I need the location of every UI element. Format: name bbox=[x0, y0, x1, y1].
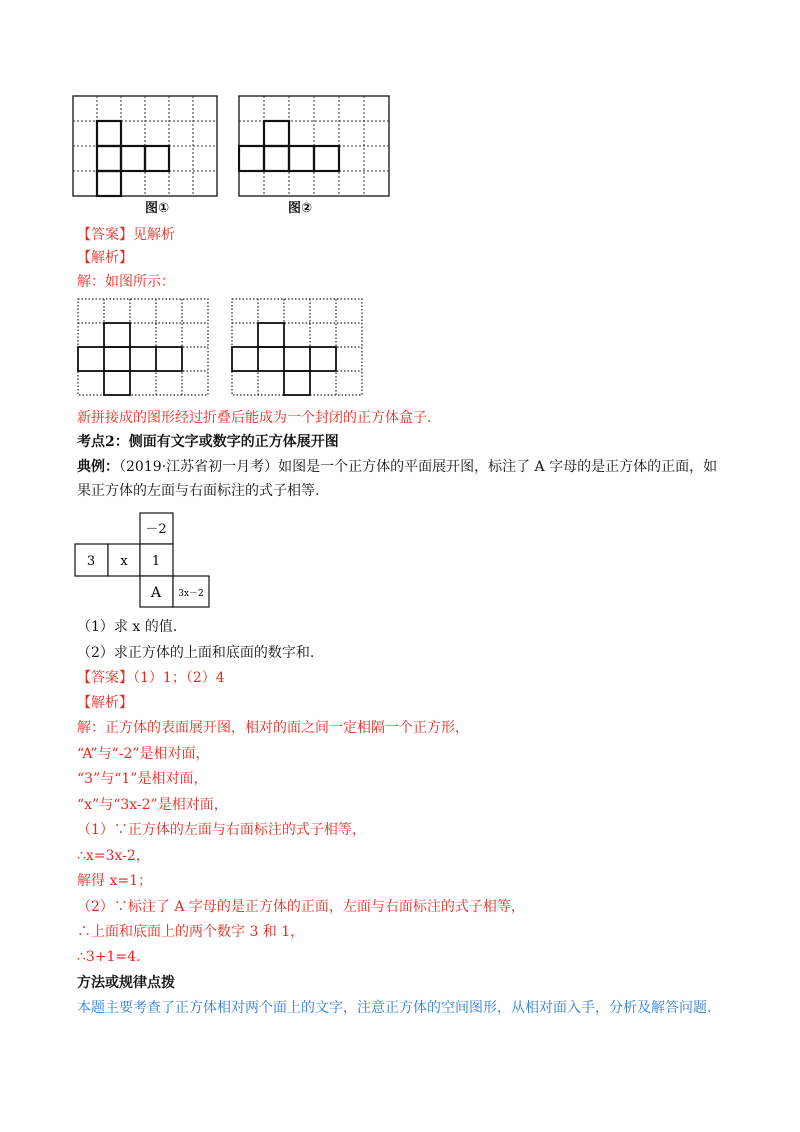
analysis-2-line: ∴x=3x-2， bbox=[77, 848, 150, 864]
analysis-2-line: 解得 x=1； bbox=[77, 873, 152, 889]
example-line-1: （2019·江苏省初一月考）如图是一个正方体的平面展开图，标注了 A 字母的是正方体的正面，如 bbox=[119, 459, 718, 475]
net-front-value: A bbox=[150, 585, 162, 601]
example-line-2: 果正方体的左面与右面标注的式子相等. bbox=[77, 483, 320, 499]
net-center-value: 1 bbox=[151, 554, 161, 569]
answer-1-label: 【答案】 bbox=[77, 227, 133, 243]
analysis-2-line: “3”与“1”是相对面， bbox=[77, 771, 208, 787]
method-title: 方法或规律点拨 bbox=[77, 975, 175, 991]
net-top-value: －2 bbox=[145, 522, 167, 537]
analysis-2-line: 解：正方体的表面展开图，相对的面之间一定相隔一个正方形， bbox=[77, 720, 469, 736]
analysis-1-conclusion: 新拼接成的图形经过折叠后能成为一个封闭的正方体盒子. bbox=[77, 410, 432, 426]
net-left1-value: 3 bbox=[86, 554, 96, 569]
question-2: （2）求正方体的上面和底面的数字和. bbox=[77, 645, 315, 661]
figure-1-caption: 图① bbox=[145, 201, 170, 216]
analysis-2-line: （2）∵标注了 A 字母的是正方体的正面，左面与右面标注的式子相等， bbox=[77, 899, 525, 915]
analysis-2-label: 【解析】 bbox=[77, 695, 133, 711]
method-text: 本题主要考查了正方体相对两个面上的文字，注意正方体的空间图形，从相对面入手，分析及解答问题. bbox=[77, 1000, 712, 1016]
answer-2-text: （1）1；（2）4 bbox=[133, 670, 225, 686]
answer-1 bbox=[77, 225, 175, 245]
example-label: 典例： bbox=[77, 459, 119, 475]
question-1: （1）求 x 的值. bbox=[77, 619, 178, 635]
figure-2-grid bbox=[238, 95, 390, 198]
analysis-2-line: ∴3+1=4. bbox=[77, 949, 141, 965]
cube-net-figure bbox=[74, 512, 210, 608]
analysis-2-line: “x”与“3x-2”是相对面， bbox=[77, 797, 228, 813]
analysis-1-intro: 解：如图所示： bbox=[77, 274, 175, 290]
answer-2 bbox=[77, 668, 225, 688]
answer-1-text: 见解析 bbox=[133, 227, 175, 243]
solution-figure-1 bbox=[77, 298, 209, 396]
analysis-2-line: ∴上面和底面上的两个数字 3 和 1， bbox=[77, 924, 305, 940]
analysis-2-line: （1）∵正方体的左面与右面标注的式子相等， bbox=[77, 822, 366, 838]
answer-2-label: 【答案】 bbox=[77, 670, 133, 686]
analysis-2-line: “A”与“-2”是相对面， bbox=[77, 746, 210, 762]
net-left2-value: x bbox=[120, 554, 128, 569]
figure-2-caption: 图② bbox=[288, 201, 313, 216]
example-text bbox=[77, 455, 727, 503]
net-right-value: 3x－2 bbox=[178, 589, 204, 599]
solution-figure-2 bbox=[231, 298, 363, 396]
analysis-1-label: 【解析】 bbox=[77, 250, 133, 266]
section-title: 考点2：侧面有文字或数字的正方体展开图 bbox=[77, 434, 339, 450]
figure-1-grid bbox=[72, 95, 218, 198]
